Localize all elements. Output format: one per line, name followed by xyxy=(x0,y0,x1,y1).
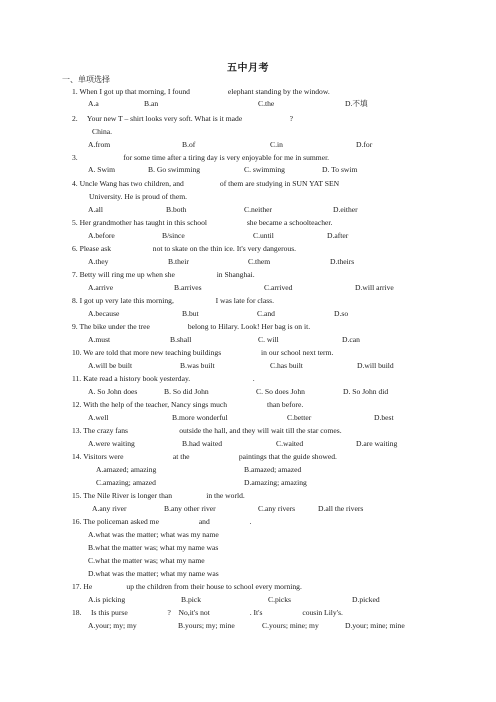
option: A.because xyxy=(88,309,120,318)
option: A.from xyxy=(88,140,111,149)
question-stem: 16. The policeman asked me and . xyxy=(72,517,252,526)
option: A.all xyxy=(88,205,103,214)
option: B.had waited xyxy=(182,439,223,448)
option: D.best xyxy=(374,413,394,422)
option: B.pick xyxy=(181,595,202,604)
option: B.an xyxy=(144,99,159,108)
question-stem: 18. Is this purse ? No,it's not . It's cousin Lily's. xyxy=(72,608,343,617)
option: D.after xyxy=(327,231,349,240)
option: C.in xyxy=(270,140,283,149)
option: C. will xyxy=(258,335,279,344)
option: D. To swim xyxy=(322,165,358,174)
option: A.is picking xyxy=(88,595,126,604)
option: A.arrive xyxy=(88,283,114,292)
option: A.they xyxy=(88,257,109,266)
option: C.what the matter was; what my name xyxy=(88,556,205,565)
option: C.waited xyxy=(276,439,304,448)
question-stem: 5. Her grandmother has taught in this school she became a schoolteacher. xyxy=(72,218,333,227)
option: B.amazed; amazed xyxy=(244,465,302,474)
question-stem: 13. The crazy fans outside the hall, and they will wait till the star comes. xyxy=(72,426,342,435)
option: C. So does John xyxy=(256,387,305,396)
option: C.and xyxy=(257,309,275,318)
option: C.picks xyxy=(268,595,291,604)
question-stem-continued: University. He is proud of them. xyxy=(89,192,187,201)
option: D.picked xyxy=(352,595,380,604)
option: A. So John does xyxy=(88,387,138,396)
option: A.will be built xyxy=(88,361,133,370)
question-stem: 2. Your new T – shirt looks very soft. What is it made ? xyxy=(72,114,294,123)
option: D. So John did xyxy=(343,387,389,396)
option: C. swimming xyxy=(244,165,285,174)
option: D.so xyxy=(334,309,349,318)
option: D.不填 xyxy=(345,99,368,108)
question-stem: 3. for some time after a tiring day is very enjoyable for me in summer. xyxy=(72,153,330,162)
option: D.can xyxy=(342,335,360,344)
option: C.the xyxy=(258,99,275,108)
question-stem: 17. He up the children from their house to school every morning. xyxy=(72,582,302,591)
question-stem: 10. We are told that more new teaching buildings in our school next term. xyxy=(72,348,334,357)
question-stem: 12. With the help of the teacher, Nancy sings much than before. xyxy=(72,400,304,409)
question-stem: 14. Visitors were at the paintings that the guide showed. xyxy=(72,452,337,461)
question-stem: 6. Please ask not to skate on the thin ice. It's very dangerous. xyxy=(72,244,297,253)
option: B.shall xyxy=(170,335,192,344)
page-title: 五中月考 xyxy=(227,63,269,74)
option: C.better xyxy=(287,413,312,422)
option: B.more wonderful xyxy=(172,413,228,422)
question-stem: 7. Betty will ring me up when she in Shanghai. xyxy=(72,270,255,279)
option: B.what the matter was; what my name was xyxy=(88,543,219,552)
option: D.all the rivers xyxy=(318,504,364,513)
option: B.their xyxy=(168,257,189,266)
option: A.your; my; my xyxy=(88,621,137,630)
option: B.of xyxy=(182,140,196,149)
option: B.was built xyxy=(180,361,215,370)
option: C.yours; mine; my xyxy=(262,621,319,630)
option: B.any other river xyxy=(164,504,216,513)
question-stem: 9. The bike under the tree belong to Hilary. Look! Her bag is on it. xyxy=(72,322,311,331)
option: D.will build xyxy=(357,361,394,370)
option: D.are waiting xyxy=(356,439,398,448)
option: C.any rivers xyxy=(258,504,296,513)
option: A.were waiting xyxy=(88,439,135,448)
option: B.yours; my; mine xyxy=(178,621,235,630)
option: D.your; mine; mine xyxy=(345,621,405,630)
option: C.arrived xyxy=(264,283,293,292)
question-stem: 8. I got up very late this morning, I was late for class. xyxy=(72,296,275,305)
option: A.must xyxy=(88,335,111,344)
question-stem: 1. When I got up that morning, I found elephant standing by the window. xyxy=(72,87,330,96)
option: B.arrives xyxy=(174,283,202,292)
option: B.both xyxy=(166,205,187,214)
option: C.until xyxy=(253,231,274,240)
option: A.well xyxy=(88,413,109,422)
option: C.amazing; amazed xyxy=(96,478,156,487)
option: C.neither xyxy=(244,205,273,214)
option: B. Go swimming xyxy=(148,165,201,174)
option: B.but xyxy=(182,309,199,318)
option: D.will arrive xyxy=(355,283,394,292)
option: D.amazing; amazing xyxy=(244,478,307,487)
option: A.what was the matter; what was my name xyxy=(88,530,219,539)
option: A.any river xyxy=(92,504,127,513)
option: A.amazed; amazing xyxy=(96,465,157,474)
option: D.what was the matter; what my name was xyxy=(88,569,219,578)
option: C.them xyxy=(248,257,271,266)
option: C.has built xyxy=(270,361,303,370)
question-stem: 11. Kate read a history book yesterday. . xyxy=(72,374,255,383)
option: D.for xyxy=(356,140,373,149)
section-heading: 一、单项选择 xyxy=(62,75,110,84)
option: A.before xyxy=(88,231,115,240)
option: B. So did John xyxy=(164,387,209,396)
question-stem-continued: China. xyxy=(92,127,113,136)
option: D.either xyxy=(333,205,358,214)
option: A. Swim xyxy=(88,165,116,174)
option: B/since xyxy=(162,231,185,240)
question-stem: 4. Uncle Wang has two children, and of them are studying in SUN YAT SEN xyxy=(72,179,340,188)
option: D.theirs xyxy=(330,257,355,266)
option: A.a xyxy=(88,99,99,108)
question-stem: 15. The Nile River is longer than in the world. xyxy=(72,491,245,500)
